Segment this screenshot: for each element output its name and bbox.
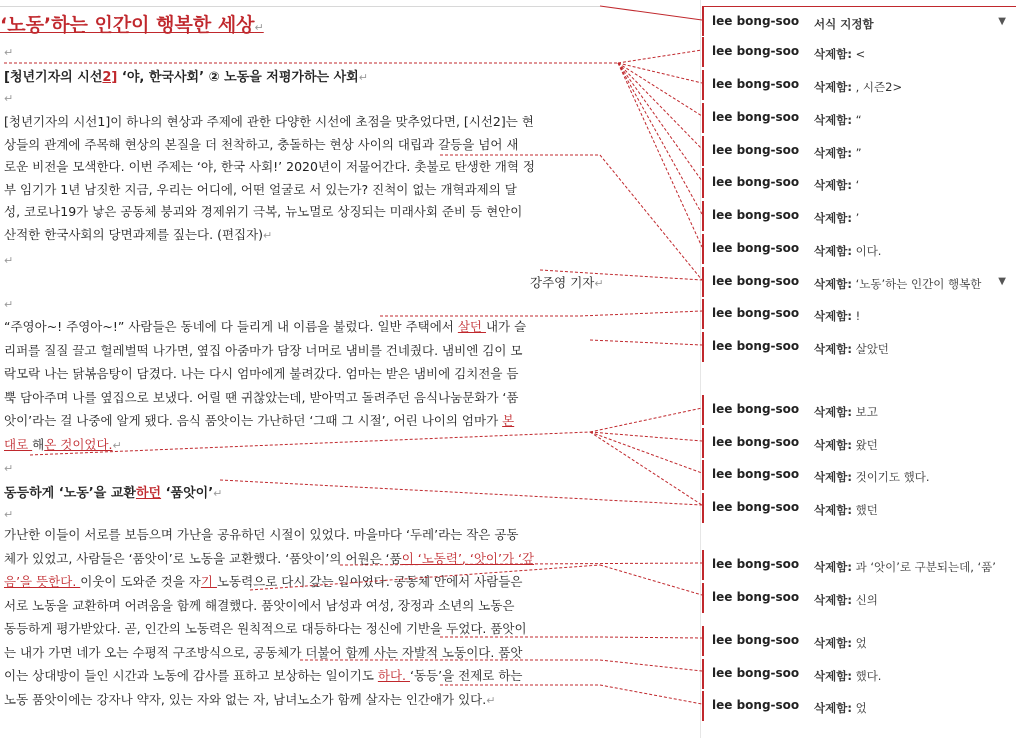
revision-label: 삭제함: (814, 470, 852, 484)
text-line[interactable] (4, 645, 604, 661)
revision-balloon[interactable] (702, 234, 1016, 264)
text-line[interactable] (4, 227, 604, 244)
body-text[interactable]: 는 내가 가면 네가 오는 수평적 구조방식으로, 공동체가 더불어 함께 사는 자발적 노동이다. 품앗 (4, 644, 523, 660)
body-text[interactable]: 해 (32, 436, 45, 452)
comment-author: lee bong-soo (712, 306, 800, 320)
revision-balloon[interactable] (702, 168, 1016, 198)
deleted-content: 보고 (851, 405, 878, 419)
comment-author: lee bong-soo (712, 435, 800, 449)
body-text[interactable]: 성, 코로나19가 낳은 공동체 붕괴와 경제위기 극복, 뉴노멀로 상징되는 미래사회 준비 등 현안이 (4, 204, 523, 219)
comment-author: lee bong-soo (712, 557, 800, 571)
paragraph-mark-icon: ↵ (358, 71, 368, 84)
revision-balloon[interactable] (702, 659, 1016, 689)
revision-label: 삭제함: (814, 560, 852, 574)
revision-label: 삭제함: (814, 503, 852, 517)
revision-description (814, 276, 981, 292)
subtitle[interactable] (4, 66, 368, 85)
body-text[interactable]: “주영아~! 주영아~!” 사람들은 동네에 다 들리게 내 이름을 불렀다. 일반 주택에서 (4, 319, 458, 334)
paragraph-mark-icon: ↵ (486, 693, 496, 707)
revision-balloon[interactable] (702, 626, 1016, 656)
revision-description (814, 112, 862, 128)
text-line[interactable] (4, 159, 604, 175)
revision-balloon[interactable] (702, 299, 1016, 329)
document-title[interactable] (0, 10, 264, 37)
revision-balloon[interactable] (702, 691, 1016, 721)
body-text[interactable]: 노동 품앗이에는 강자나 약자, 있는 자와 없는 자, 남녀노소가 함께 살자는 인간애가 있다. (4, 691, 487, 707)
comment-author: lee bong-soo (712, 241, 800, 255)
revision-label: 삭제함: (814, 80, 852, 94)
deleted-content: ’ (851, 211, 860, 225)
revision-label: 삭제함: (814, 636, 852, 650)
revision-description (814, 469, 930, 485)
comment-author: lee bong-soo (712, 666, 800, 680)
revision-label: 삭제함: (814, 113, 852, 127)
revision-label: 삭제함: (814, 47, 852, 61)
body-text[interactable]: 로운 비전을 모색한다. 이번 주제는 ‘야, 한국 사회!’ 2020년이 저물어간다. 촛불로 탄생한 개혁 정 (4, 159, 535, 174)
deleted-content: 신의 (851, 593, 878, 607)
body-text[interactable]: 체가 있었고, 사람들은 ‘품앗이’로 노동을 교환했다. ‘품앗이’의 어원은 ‘품 (4, 550, 402, 566)
revision-description (814, 502, 878, 518)
paragraph-mark-icon: ↵ (4, 462, 14, 475)
revision-balloon[interactable] (702, 267, 1016, 297)
revision-description (814, 308, 860, 324)
revision-description (814, 177, 859, 193)
paragraph-mark-icon: ↵ (213, 487, 223, 500)
inserted-text[interactable]: 하다. (377, 668, 410, 683)
body-text[interactable]: 이는 상대방이 들인 시간과 노동에 감사를 표하고 보상하는 일이기도 (4, 668, 378, 683)
deleted-content: 이다. (851, 244, 882, 258)
revision-label: 삭제함: (814, 178, 852, 192)
subtitle-text[interactable]: [청년기자의 시선 (4, 70, 103, 85)
body-text[interactable]: 락모락 나는 닭볶음탕이 담겼다. 나는 다시 엄마에게 불려갔다. 엄마는 받은 냄비에 김치전을 듬 (4, 366, 519, 381)
deleted-content: 왔던 (851, 438, 878, 452)
revision-description (814, 404, 878, 420)
comment-author: lee bong-soo (712, 143, 800, 157)
comment-author: lee bong-soo (712, 77, 800, 91)
revision-balloon[interactable] (702, 70, 1016, 100)
inserted-text[interactable]: 기 (200, 574, 217, 589)
revision-label: 삭제함: (814, 593, 852, 607)
paragraph-mark-icon: ↵ (112, 438, 122, 452)
heading-text[interactable]: ‘품앗이’ (161, 486, 214, 501)
revision-label: 삭제함: (814, 669, 852, 683)
revision-label: 삭제함: (814, 701, 852, 715)
text-line[interactable] (4, 413, 604, 429)
revision-label: 삭제함: (814, 244, 852, 258)
paragraph-mark-icon: ↵ (4, 46, 14, 59)
inserted-text[interactable]: 이 ‘노동력’, ‘앗이’가 ‘갚 (401, 550, 535, 566)
text-line[interactable] (4, 621, 604, 637)
body-text[interactable]: [청년기자의 시선1]이 하나의 현상과 주제에 관한 다양한 시선에 초점을 맞추었다면, [시선2]는 현 (4, 114, 534, 129)
deleted-content: 었 (851, 701, 867, 715)
comment-author: lee bong-soo (712, 175, 800, 189)
text-line[interactable] (4, 366, 604, 382)
revision-description (814, 592, 878, 608)
text-line[interactable] (4, 343, 604, 359)
revision-description (814, 79, 902, 95)
revision-balloon[interactable] (702, 201, 1016, 231)
deleted-content: ” (851, 146, 862, 160)
revision-label: 삭제함: (814, 438, 852, 452)
text-line[interactable] (4, 527, 604, 543)
body-text[interactable]: 뿍 담아주며 나를 옆집으로 보냈다. 어릴 땐 귀찮았는데, 받아먹고 돌려주던 음식나눔문화가 ‘품 (4, 389, 519, 405)
revision-balloon[interactable] (702, 460, 1016, 490)
text-line[interactable] (4, 390, 604, 406)
paragraph-mark-icon: ↵ (594, 277, 604, 290)
revision-balloon[interactable] (702, 550, 1016, 580)
body-text[interactable]: 이웃이 도와준 것을 자 (80, 574, 201, 589)
text-line[interactable] (4, 692, 604, 709)
body-text[interactable]: 가난한 이들이 서로를 보듬으며 가난을 공유하던 시절이 있었다. 마을마다 ‘두레’라는 작은 공동 (4, 527, 519, 542)
revision-label: 삭제함: (814, 146, 852, 160)
body-text[interactable]: 부 임기가 1년 남짓한 지금, 우리는 어디에, 어떤 얼굴로 서 있는가? 진척이 없는 개혁과제의 달 (4, 181, 517, 197)
revision-label: 삭제함: (814, 342, 852, 356)
comment-author: lee bong-soo (712, 402, 800, 416)
revision-description (814, 437, 878, 453)
revision-description (814, 668, 881, 684)
deleted-content: 했던 (851, 503, 878, 517)
comment-author: lee bong-soo (712, 110, 800, 124)
revision-label: 서식 지정함 (814, 17, 874, 31)
inserted-text[interactable]: 온 것이었다. (44, 436, 113, 452)
paragraph-mark-icon: ↵ (4, 508, 14, 521)
body-text[interactable]: 산적한 한국사회의 당면과제를 짚는다. (편집자) (4, 226, 264, 242)
inserted-text[interactable]: 본 (502, 413, 515, 428)
paragraph-mark-icon: ↵ (4, 298, 14, 311)
title-text[interactable]: ‘노동’하는 인간이 행복한 세상 (0, 14, 255, 36)
body-text[interactable]: 앗이’라는 걸 나중에 알게 됐다. 음식 품앗이는 가난하던 ‘그때 그 시절’, 어린 나이의 엄마가 (4, 413, 503, 428)
comment-author: lee bong-soo (712, 467, 800, 481)
revision-description (814, 16, 874, 32)
deleted-content: 것이기도 했다. (851, 470, 930, 484)
comment-author: lee bong-soo (712, 44, 800, 58)
body-text[interactable]: 노동력으로 다시 갚는 일이었다. 공동체 안에서 사람들은 (216, 574, 523, 589)
deleted-content: 살았던 (851, 342, 889, 356)
text-line[interactable] (4, 437, 604, 454)
revision-description (814, 243, 881, 259)
text-line[interactable] (4, 204, 604, 220)
text-line[interactable] (4, 114, 604, 130)
deleted-content: 했다. (851, 669, 882, 683)
body-text[interactable]: 리퍼를 질질 끌고 헐레벌떡 나가면, 옆집 아줌마가 담장 너머로 냄비를 건네줬다. 냄비엔 김이 모 (4, 342, 523, 358)
revision-description (814, 145, 862, 161)
revision-balloon[interactable] (702, 583, 1016, 613)
comment-author: lee bong-soo (712, 14, 800, 28)
byline-text[interactable]: 강주영 기자 (530, 275, 595, 290)
inserted-text[interactable]: 2] (102, 70, 118, 85)
text-line[interactable] (4, 319, 604, 335)
heading-text[interactable]: 동등하게 ‘노동’을 교환 (4, 486, 136, 501)
comment-author: lee bong-soo (712, 500, 800, 514)
revision-balloon[interactable] (702, 332, 1016, 362)
body-text[interactable]: 상들의 관계에 주목해 현상의 본질을 더 천착하고, 충돌하는 현상 사이의 대립과 갈등을 넘어 새 (4, 136, 519, 152)
subtitle-text[interactable]: ‘야, 한국사회’ ② 노동을 저평가하는 사회 (117, 70, 359, 85)
revision-label: 삭제함: (814, 277, 852, 291)
text-line[interactable] (4, 598, 604, 614)
text-line[interactable] (4, 551, 604, 567)
deleted-content: ‘노동’하는 인간이 행복한 (851, 277, 982, 291)
revision-label: 삭제함: (814, 309, 852, 323)
revision-balloon[interactable] (702, 395, 1016, 425)
text-line[interactable] (4, 668, 604, 684)
text-line[interactable] (4, 182, 604, 198)
inserted-text[interactable]: 하던 (135, 486, 162, 501)
section-heading[interactable] (4, 482, 222, 501)
body-text[interactable]: 동등하게 평가받았다. 곧, 인간의 노동력은 원칙적으로 대등하다는 정신에 기반을 두었다. 품앗이 (4, 621, 527, 636)
revision-balloon[interactable] (702, 103, 1016, 133)
comment-author: lee bong-soo (712, 339, 800, 353)
revision-description (814, 210, 859, 226)
deleted-content: “ (851, 113, 862, 127)
body-text[interactable]: 내가 슬 (485, 319, 527, 334)
text-line[interactable] (4, 137, 604, 153)
paragraph-mark-icon: ↵ (263, 228, 273, 242)
deleted-content: < (851, 47, 866, 61)
body-text[interactable]: 서로 노동을 교환하며 어려움을 함께 해결했다. 품앗이에서 남성과 여성, 장정과 소년의 노동은 (4, 597, 515, 613)
revision-balloon[interactable] (702, 6, 1016, 36)
paragraph-mark-icon: ↵ (254, 21, 264, 34)
header-divider (0, 6, 600, 7)
text-line[interactable] (4, 574, 604, 590)
revision-label: 삭제함: (814, 211, 852, 225)
comment-author: lee bong-soo (712, 208, 800, 222)
paragraph-mark-icon: ↵ (4, 254, 14, 267)
deleted-content: 과 ‘앗이’로 구분되는데, ‘품’ (851, 560, 996, 574)
revision-balloon[interactable] (702, 37, 1016, 67)
revision-balloon[interactable] (702, 428, 1016, 458)
revision-description (814, 700, 867, 716)
comment-author: lee bong-soo (712, 274, 800, 288)
comment-author: lee bong-soo (712, 590, 800, 604)
byline[interactable] (530, 273, 604, 291)
inserted-text[interactable]: 살던 (457, 319, 486, 334)
body-text[interactable]: ‘동등’을 전제로 하는 (409, 668, 523, 683)
revision-description (814, 46, 865, 62)
comment-author: lee bong-soo (712, 633, 800, 647)
inserted-text[interactable]: 대로 (4, 436, 33, 452)
inserted-text[interactable]: 음’을 뜻한다. (4, 574, 81, 589)
revision-description (814, 635, 867, 651)
deleted-content: ! (851, 309, 861, 323)
deleted-content: , 시즌2> (851, 80, 903, 94)
paragraph-mark-icon: ↵ (4, 92, 14, 105)
revision-balloon[interactable] (702, 493, 1016, 523)
deleted-content: 었 (851, 636, 867, 650)
chevron-down-icon[interactable]: ▼ (998, 276, 1006, 287)
revision-label: 삭제함: (814, 405, 852, 419)
chevron-down-icon[interactable]: ▼ (998, 16, 1006, 27)
revision-description (814, 341, 889, 357)
comment-author: lee bong-soo (712, 698, 800, 712)
deleted-content: ‘ (851, 178, 860, 192)
revision-balloon[interactable] (702, 136, 1016, 166)
revision-description (814, 559, 996, 575)
